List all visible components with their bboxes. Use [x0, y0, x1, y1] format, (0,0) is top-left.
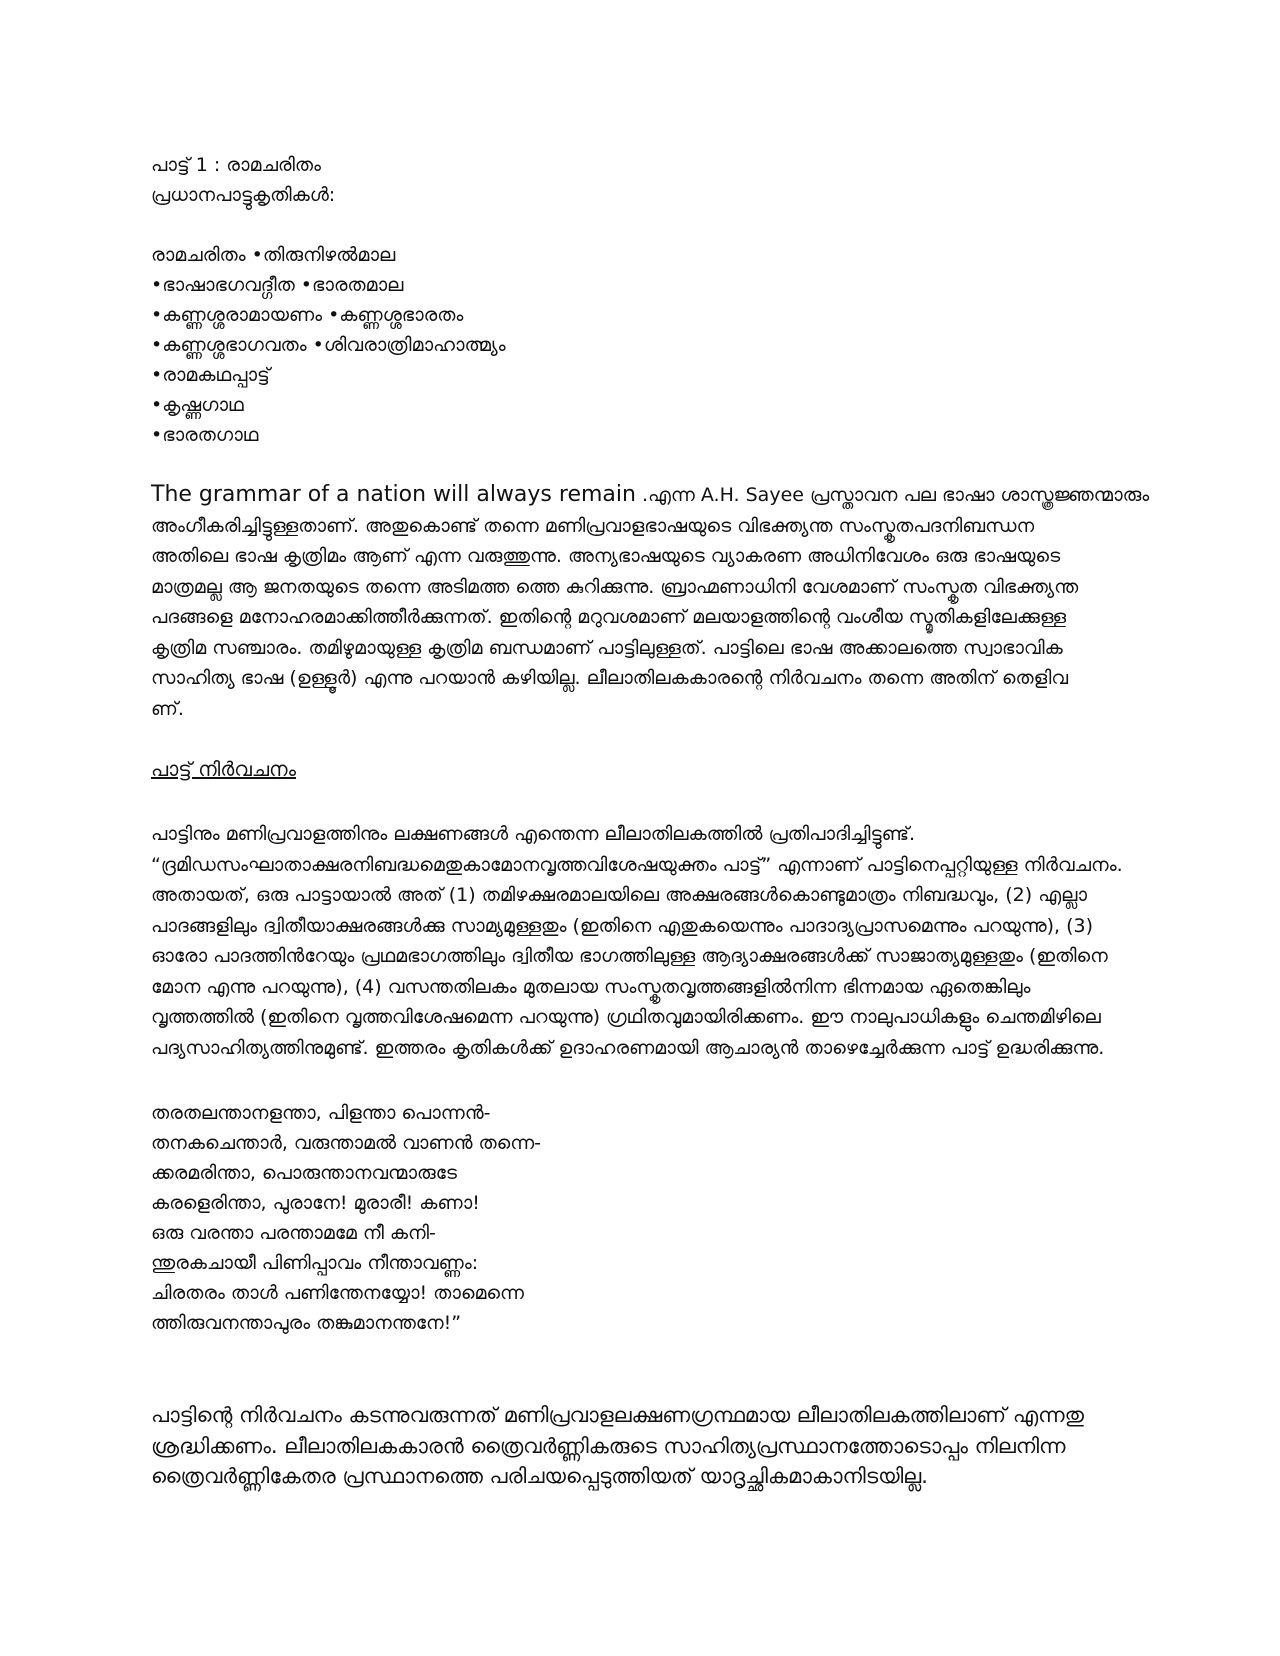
list-item: •ഭാരതഗാഥ	[151, 424, 259, 446]
paragraph-line: മോന എന്നു പറയുന്നു), (4) വസന്തതിലകം മുതലായ സംസ്കൃതവൃത്തങ്ങളിൽനിന്ന ഭിന്നമായ ഏതെങ്കിലും	[151, 975, 1031, 998]
paragraph-line: ത്രൈവർണ്ണികേതര പ്രസ്ഥാനത്തെ പരിചയപ്പെടുത്തിയത് യാദൃച്ഛികമാകാനിടയില്ല.	[151, 1464, 928, 1488]
document-page	[151, 150, 1211, 1492]
paragraph-line: മാത്രമല്ല ആ ജനതയുടെ തന്നെ അടിമത്ത ത്തെ കുറിക്കുന്നു. ബ്രാഹ്മണാധിനി വേശമാണ് സംസ്കൃത വിഭക്ത്യന്ത	[151, 575, 1079, 598]
paragraph-line: പദങ്ങളെ മനോഹരമാക്കിത്തീർക്കുന്നത്. ഇതിന്റെ മറുവശമാണ് മലയാളത്തിന്റെ വംശീയ സ്മൃതികളിലേക്കുള്ള	[151, 606, 1067, 628]
paragraph-line: വൃത്തത്തിൽ (ഇതിനെ വൃത്തവിശേഷമെന്ന പറയുന്നു) ഗ്രഥിതവുമായിരിക്കണം. ഈ നാലുപാധികളും ചെന്തമിഴിലെ	[151, 1006, 1101, 1028]
list-item: •കണ്ണശ്ശരാമായണം •കണ്ണശ്ശഭാരതം	[151, 304, 464, 326]
paragraph-line: പാദങ്ങളിലും ദ്വിതീയാക്ഷരങ്ങൾക്കു സാമ്യമുള്ളതും (ഇതിനെ എതുകയെന്നും പാദാദ്യപ്രാസമെന്നും പറയുന്നു), (3)	[151, 914, 1093, 937]
poem-block	[151, 1098, 1211, 1338]
paragraph-line: ഓരോ പാദത്തിൻറേയും പ്രഥമഭാഗത്തിലും ദ്വിതീയ ഭാഗത്തിലുള്ള ആദ്യാക്ഷരങ്ങൾക്ക് സാജാത്യമുള്ളതും (ഇതിനെ	[151, 945, 1108, 967]
poem-line: ക്കരമരിന്താ, പൊരുന്താനവന്മാരുടേ	[151, 1162, 457, 1184]
list-item: രാമചരിതം •തിരുനിഴൽമാല	[151, 244, 396, 266]
section-heading: പാട്ട് നിർവചനം	[151, 757, 296, 781]
poem-line: കരളെരിന്താ, പുരാനേ! മുരാരീ! കണാ!	[151, 1192, 480, 1214]
works-heading: പ്രധാനപാട്ടുകൃതികൾ:	[151, 184, 336, 206]
poem-line: തനകചെന്താർ, വരുന്താമൽ വാണൻ തന്നെ-	[151, 1132, 542, 1154]
paragraph-line: കൃത്രിമ സഞ്ചാരം. തമിഴുമായുള്ള കൃത്രിമ ബന്ധമാണ് പാട്ടിലുള്ളത്. പാട്ടിലെ ഭാഷ അക്കാലത്തെ സ്വാഭാവിക	[151, 636, 1063, 659]
paragraph-line: അതിലെ ഭാഷ കൃത്രിമം ആണ് എന്ന വരുത്തുന്നു. അന്യഭാഷയുടെ വ്യാകരണ അധിനിവേശം ഒരു ഭാഷയുടെ	[151, 545, 1061, 567]
paragraph-line: പാട്ടിന്റെ നിർവചനം കടന്നുവരുന്നത് മണിപ്രവാളലക്ഷണഗ്രന്ഥമായ ലീലാതിലകത്തിലാണ് എന്നതു	[151, 1403, 1084, 1427]
works-list	[151, 240, 1211, 450]
intro-line-text: .എന്ന A.H. Sayee പ്രസ്താവന പല ഭാഷാ ശാസ്ത്രജ്ഞന്മാരും	[635, 484, 1150, 506]
poem-line: തരതലന്താനളന്താ, പിളന്താ പൊന്നൻ-	[151, 1102, 491, 1124]
paragraph-line: അംഗീകരിച്ചിട്ടുള്ളതാണ്. അതുകൊണ്ട് തന്നെ മണിപ്രവാളഭാഷയുടെ വിഭക്ത്യന്ത സംസ്കൃതപദനിബന്ധന	[151, 514, 1035, 537]
paragraph-line	[151, 480, 1211, 511]
poem-line: ചിരതരം താൾ പണിന്തേനയ്യോ! താമെന്നെ	[151, 1282, 524, 1304]
paragraph-line: പാട്ടിനും മണിപ്രവാളത്തിനും ലക്ഷണങ്ങൾ എന്തെന്ന ലീലാതിലകത്തിൽ പ്രതിപാദിച്ചിട്ടുണ്ട്.	[151, 823, 916, 845]
paragraph-line: പദ്യസാഹിത്യത്തിനുമുണ്ട്. ഇത്തരം കൃതികൾക്ക് ഉദാഹരണമായി ആചാര്യൻ താഴെച്ചേർക്കുന്ന പാട്ട് ഉദ്ധരിക്കുന്നു.	[151, 1036, 1105, 1059]
paragraph-line: അതായത്, ഒരു പാട്ടായാൽ അത് (1) തമിഴക്ഷരമാലയിലെ അക്ഷരങ്ങൾകൊണ്ടുമാത്രം നിബദ്ധവും, (2) എല്ലാ	[151, 884, 1087, 906]
poem-line: ഒരു വരന്താ പരന്താമമേ നീ കനി-	[151, 1222, 436, 1244]
page-title: പാട്ട് 1 : രാമചരിതം	[151, 154, 321, 176]
list-item: •കണ്ണശ്ശഭാഗവതം •ശിവരാത്രിമാഹാത്മ്യം	[151, 334, 506, 356]
english-quote: The grammar of a nation will always remain	[151, 482, 636, 507]
list-item: •ഭാഷാഭഗവദ്ഗീത •ഭാരതമാല	[151, 274, 404, 296]
paragraph-line: ശ്രദ്ധിക്കണം. ലീലാതിലകകാരൻ ത്രൈവർണ്ണികരുടെ സാഹിത്യപ്രസ്ഥാനത്തോടൊപ്പം നിലനിന്ന	[151, 1433, 1066, 1458]
closing-paragraph	[151, 1400, 1211, 1492]
list-item: •രാമകഥപ്പാട്ട്	[151, 364, 270, 386]
paragraph-line: “ദ്രമിഡസംഘാതാക്ഷരനിബദ്ധമെതുകാമോനവൃത്തവിശേഷയുക്തം പാട്ട്” എന്നാണ് പാട്ടിനെപ്പറ്റിയുള്ള നിർവചനം.	[151, 853, 1123, 876]
list-item: •കൃഷ്ണഗാഥ	[151, 394, 244, 416]
intro-paragraph	[151, 480, 1211, 724]
paragraph-line: സാഹിത്യ ഭാഷ (ഉള്ളൂർ) എന്നു പറയാൻ കഴിയില്ല. ലീലാതിലകകാരന്റെ നിർവചനം തന്നെ അതിന് തെളിവ	[151, 667, 1068, 689]
definition-paragraph	[151, 819, 1211, 1063]
poem-line: ത്തിരുവനന്താപുരം തങ്കുമാനന്തനേ!”	[151, 1312, 462, 1334]
paragraph-line: ണ്.	[151, 697, 184, 720]
poem-line: ന്തുരകചായീ പിണിപ്പാവം നീന്താവണ്ണം:	[151, 1252, 479, 1274]
